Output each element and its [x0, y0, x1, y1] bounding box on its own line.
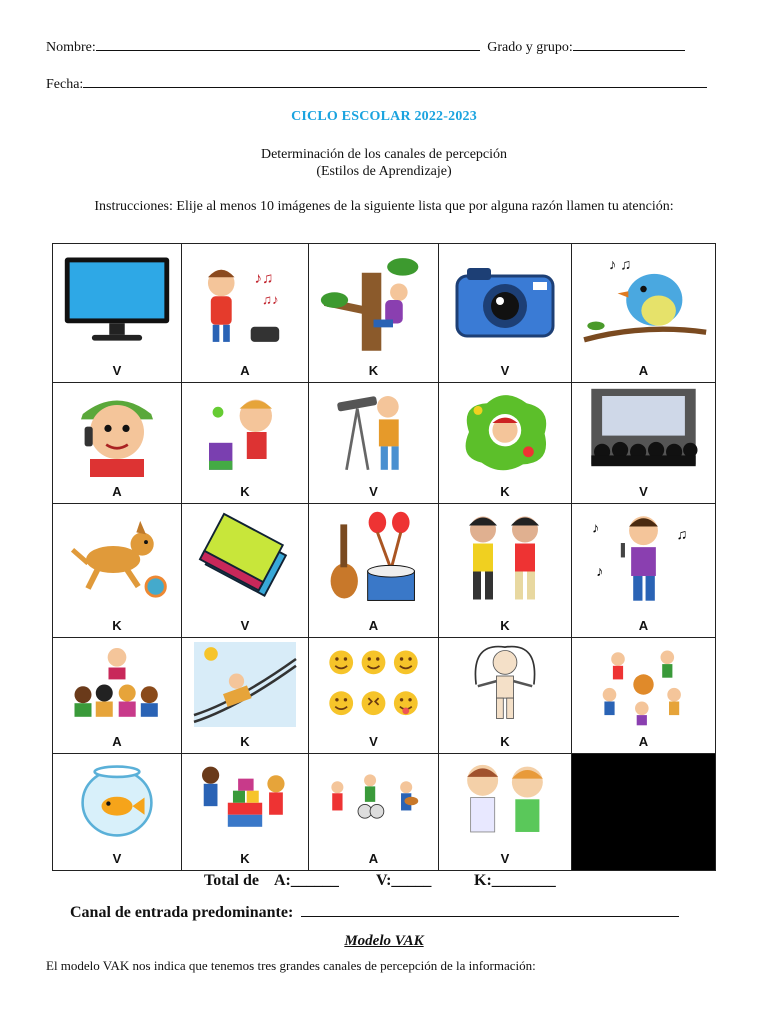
grid-cell-dancing[interactable] — [439, 504, 572, 638]
grid-cell-band[interactable] — [309, 754, 439, 871]
grid-cell-listening[interactable] — [52, 638, 182, 754]
date-line — [46, 75, 707, 93]
totals-label: Total de — [204, 872, 259, 889]
cell-letter: A — [368, 851, 379, 866]
boy-music-icon — [188, 248, 302, 356]
svg-text:♫♪: ♫♪ — [262, 291, 279, 307]
grid-cell-boy-music[interactable] — [182, 243, 309, 383]
name-line — [46, 38, 685, 56]
instructions: Instrucciones: Elije al menos 10 imágenes de la siguiente lista que por alguna razón llamen tu atención: — [94, 199, 674, 214]
cell-letter: K — [240, 734, 250, 749]
cell-letter: V — [500, 851, 510, 866]
camera-icon — [445, 248, 565, 356]
child-painting-icon — [445, 387, 565, 477]
grade-label: Grado y grupo: — [487, 40, 573, 55]
cell-letter: V — [639, 484, 648, 499]
grid-cell-emojis[interactable] — [309, 638, 439, 754]
grid-cell-talking-circle[interactable] — [572, 638, 716, 754]
grid-cell-climbing-tree[interactable] — [309, 243, 439, 383]
cell-letter: K — [500, 618, 510, 633]
cell-letter: A — [368, 618, 379, 633]
grid-cell-blocks[interactable] — [182, 754, 309, 871]
grid-cell-black — [572, 754, 716, 871]
total-a[interactable]: A:______ — [274, 872, 339, 889]
cell-letter: K — [368, 363, 379, 378]
subtitle-line2: (Estilos de Aprendizaje) — [316, 164, 452, 179]
subtitle-line1: Determinación de los canales de percepción — [260, 147, 508, 162]
monitor-icon — [59, 248, 175, 356]
modelo-title: Modelo VAK — [344, 933, 424, 949]
cell-letter: A — [638, 734, 649, 749]
child-climbing-tree-icon — [315, 248, 432, 356]
cell-letter: V — [500, 363, 510, 378]
page-title: CICLO ESCOLAR 2022-2023 — [291, 109, 477, 124]
grid-cell-roller-coaster[interactable] — [182, 638, 309, 754]
grid-cell-singing[interactable] — [572, 504, 716, 638]
instruments-icon — [315, 508, 432, 611]
cell-letter: V — [112, 363, 122, 378]
cell-letter: A — [112, 734, 122, 749]
roller-coaster-icon — [188, 642, 302, 727]
children-blocks-icon — [188, 758, 302, 844]
canal-field[interactable] — [301, 903, 679, 917]
children-listening-icon — [59, 642, 175, 727]
cell-letter: A — [240, 363, 250, 378]
grid-cell-cinema[interactable] — [572, 383, 716, 504]
cell-letter: K — [240, 851, 250, 866]
cinema-audience-icon — [578, 387, 709, 477]
svg-text:♪: ♪ — [596, 563, 604, 580]
cell-letter: K — [500, 484, 510, 499]
cell-letter: A — [112, 484, 122, 499]
singing-bird-icon — [578, 248, 709, 356]
total-v[interactable]: V:_____ — [376, 872, 432, 889]
running-dog-icon — [59, 508, 175, 611]
boy-telescope-icon — [315, 387, 432, 477]
boy-singing-icon — [578, 508, 709, 611]
image-grid — [52, 243, 716, 871]
date-field[interactable] — [83, 75, 707, 88]
grid-cell-dog[interactable] — [52, 504, 182, 638]
date-label: Fecha: — [46, 77, 84, 92]
name-label: Nombre: — [46, 40, 96, 55]
grid-cell-telescope[interactable] — [309, 383, 439, 504]
cell-letter: K — [112, 618, 122, 633]
grid-cell-phone[interactable] — [52, 383, 182, 504]
cell-letter: A — [638, 363, 649, 378]
cell-letter: K — [240, 484, 250, 499]
svg-text:♪ ♫: ♪ ♫ — [608, 257, 632, 274]
svg-text:♪♫: ♪♫ — [254, 270, 274, 287]
emoji-faces-icon — [315, 642, 432, 727]
music-band-icon — [315, 758, 432, 844]
books-icon — [188, 508, 302, 611]
boy-experiment-icon — [188, 387, 302, 477]
svg-text:♫: ♫ — [676, 526, 688, 543]
cell-letter: A — [638, 618, 649, 633]
grid-cell-camera[interactable] — [439, 243, 572, 383]
grade-field[interactable] — [573, 38, 685, 51]
jump-rope-icon — [445, 642, 565, 727]
grid-cell-painting[interactable] — [439, 383, 572, 504]
cell-letter: K — [500, 734, 510, 749]
two-boys-talking-icon — [445, 758, 565, 844]
children-dancing-icon — [445, 508, 565, 611]
grid-cell-monitor[interactable] — [52, 243, 182, 383]
modelo-text: El modelo VAK nos indica que tenemos tres grandes canales de percepción de la información: — [46, 958, 536, 973]
cell-letter: V — [369, 484, 378, 499]
cell-letter: V — [240, 618, 250, 633]
cell-letter: V — [112, 851, 122, 866]
grid-cell-books[interactable] — [182, 504, 309, 638]
grid-cell-instruments[interactable] — [309, 504, 439, 638]
cell-letter: V — [369, 734, 378, 749]
name-field[interactable] — [96, 38, 480, 51]
svg-text:♪: ♪ — [592, 520, 600, 537]
total-k[interactable]: K:________ — [474, 872, 556, 889]
children-talking-circle-icon — [578, 642, 709, 727]
canal-label: Canal de entrada predominante: — [70, 904, 294, 921]
grid-cell-fishbowl[interactable] — [52, 754, 182, 871]
canal-line — [70, 903, 679, 922]
fishbowl-icon — [59, 758, 175, 844]
grid-cell-experiment[interactable] — [182, 383, 309, 504]
boy-phone-icon — [59, 387, 175, 477]
grid-cell-jump-rope[interactable] — [439, 638, 572, 754]
grid-cell-bird[interactable] — [572, 243, 716, 383]
grid-cell-two-boys[interactable] — [439, 754, 572, 871]
